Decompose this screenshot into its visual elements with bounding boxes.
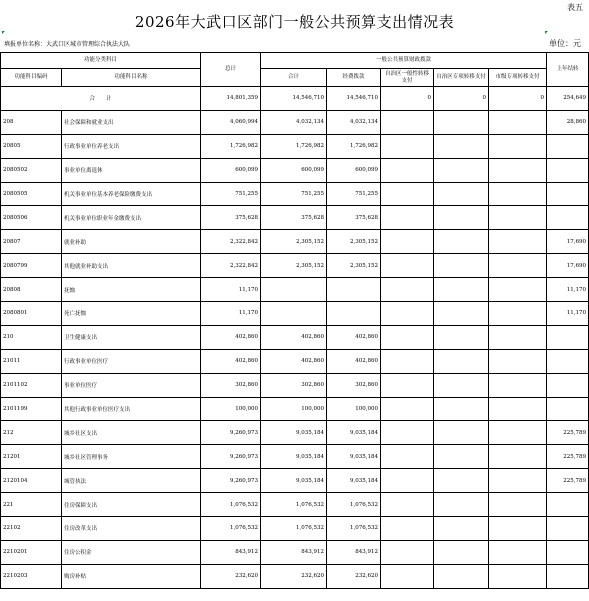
total-cell: 11,170	[201, 278, 261, 302]
func-code-cell: 20805	[1, 134, 62, 158]
transfer-special-cell	[434, 325, 489, 349]
transfer-general-cell	[381, 206, 434, 230]
table-row	[1, 445, 589, 469]
header-carryover: 上年结转	[547, 53, 589, 87]
total-cell: 843,912	[201, 540, 261, 564]
transfer-general-cell	[381, 230, 434, 254]
func-name-cell: 住房改革支出	[62, 517, 201, 541]
transfer-general-cell	[381, 540, 434, 564]
subtotal-cell: 2,305,152	[261, 254, 327, 278]
transfer-special-cell	[434, 493, 489, 517]
currency-unit: 单位：元	[549, 39, 581, 48]
operating-cell: 1,076,532	[327, 493, 381, 517]
carryover-cell: 225,789	[547, 421, 589, 445]
city-special-cell	[489, 158, 547, 182]
table-row	[1, 230, 589, 254]
city-special-cell	[489, 134, 547, 158]
operating-cell: 9,035,184	[327, 421, 381, 445]
carryover-cell: 17,690	[547, 254, 589, 278]
func-code-cell: 2101199	[1, 397, 62, 421]
func-code-cell: 21011	[1, 349, 62, 373]
func-code-cell: 2080505	[1, 182, 62, 206]
city-special-cell	[489, 325, 547, 349]
carryover-cell	[547, 325, 589, 349]
transfer-general-cell	[381, 278, 434, 302]
total-row	[1, 87, 589, 111]
operating-cell: 402,860	[327, 325, 381, 349]
total-cell: 1,726,982	[201, 134, 261, 158]
city-special-cell	[489, 517, 547, 541]
subtotal-cell: 751,255	[261, 182, 327, 206]
func-name-cell: 行政事业单位养老支出	[62, 134, 201, 158]
table-row	[1, 540, 589, 564]
city-special-cell	[489, 373, 547, 397]
carryover-cell	[547, 134, 589, 158]
func-code-cell: 2210203	[1, 564, 62, 588]
transfer-general-cell	[381, 254, 434, 278]
func-code-cell: 2080799	[1, 254, 62, 278]
subtotal-cell: 2,305,152	[261, 230, 327, 254]
transfer-special-cell	[434, 469, 489, 493]
func-name-cell: 行政事业单位医疗	[62, 349, 201, 373]
subtotal-cell: 600,099	[261, 158, 327, 182]
func-code-cell: 2210201	[1, 540, 62, 564]
transfer-general-cell	[381, 445, 434, 469]
total-cell: 402,860	[201, 349, 261, 373]
carryover-cell: 11,170	[547, 278, 589, 302]
total-cell: 1,076,532	[201, 493, 261, 517]
operating-cell: 1,726,982	[327, 134, 381, 158]
transfer-special-cell	[434, 110, 489, 134]
transfer-special-cell	[434, 134, 489, 158]
operating-cell: 9,035,184	[327, 469, 381, 493]
subtotal-cell: 4,032,134	[261, 110, 327, 134]
subtotal-cell: 402,860	[261, 349, 327, 373]
budget-table	[0, 52, 589, 589]
page-title: 2026年大武口区部门一般公共预算支出情况表	[134, 13, 455, 31]
city-special-cell	[489, 278, 547, 302]
header-transfer-special: 自治区专项转移支付	[434, 69, 489, 87]
corner-mark-left	[2, 31, 5, 34]
transfer-general-cell	[381, 373, 434, 397]
city-special-cell	[489, 469, 547, 493]
carryover-cell: 254,649	[547, 87, 589, 111]
func-name-cell: 死亡抚恤	[62, 302, 201, 326]
transfer-special-cell	[434, 373, 489, 397]
total-cell: 402,860	[201, 325, 261, 349]
carryover-cell	[547, 206, 589, 230]
subtotal-cell: 375,628	[261, 206, 327, 230]
transfer-special-cell	[434, 182, 489, 206]
func-code-cell: 210	[1, 325, 62, 349]
city-special-cell	[489, 206, 547, 230]
table-row	[1, 134, 589, 158]
transfer-special-cell	[434, 517, 489, 541]
table-row	[1, 349, 589, 373]
transfer-general-cell: 0	[381, 87, 434, 111]
subtotal-cell: 1,726,982	[261, 134, 327, 158]
carryover-cell	[547, 158, 589, 182]
city-special-cell	[489, 421, 547, 445]
header-city-special: 市级专项转移支付	[489, 69, 547, 87]
transfer-general-cell	[381, 325, 434, 349]
func-name-cell: 事业单位医疗	[62, 373, 201, 397]
table-row	[1, 517, 589, 541]
total-cell: 302,860	[201, 373, 261, 397]
transfer-general-cell	[381, 110, 434, 134]
total-cell: 751,255	[201, 182, 261, 206]
table-row	[1, 469, 589, 493]
subtotal-cell: 100,000	[261, 397, 327, 421]
table-row	[1, 206, 589, 230]
operating-cell: 14,546,710	[327, 87, 381, 111]
city-special-cell: 0	[489, 87, 547, 111]
total-cell: 9,260,973	[201, 469, 261, 493]
city-special-cell	[489, 254, 547, 278]
carryover-cell: 225,789	[547, 445, 589, 469]
total-cell: 1,076,532	[201, 517, 261, 541]
subtotal-cell: 402,860	[261, 325, 327, 349]
city-special-cell	[489, 182, 547, 206]
operating-cell: 302,860	[327, 373, 381, 397]
operating-cell: 232,620	[327, 564, 381, 588]
carryover-cell: 225,789	[547, 469, 589, 493]
func-name-cell: 住房保障支出	[62, 493, 201, 517]
total-cell: 2,322,842	[201, 230, 261, 254]
header-func-code: 功能科目编码	[1, 69, 62, 87]
func-code-cell: 22102	[1, 517, 62, 541]
func-name-cell: 机关事业单位基本养老保险缴费支出	[62, 182, 201, 206]
table-row	[1, 493, 589, 517]
header-gpb: 一般公共预算财政拨款	[261, 53, 547, 69]
carryover-cell	[547, 349, 589, 373]
transfer-general-cell	[381, 182, 434, 206]
table-row	[1, 158, 589, 182]
table-row	[1, 278, 589, 302]
transfer-general-cell	[381, 302, 434, 326]
subtotal-cell: 232,620	[261, 564, 327, 588]
operating-cell	[327, 302, 381, 326]
func-name-cell: 机关事业单位职业年金缴费支出	[62, 206, 201, 230]
transfer-special-cell	[434, 230, 489, 254]
header-total: 总计	[201, 53, 261, 87]
header-func-name: 功能科目名称	[62, 69, 201, 87]
total-cell: 9,260,973	[201, 421, 261, 445]
transfer-special-cell	[434, 564, 489, 588]
header-transfer-general: 自治区一般性转移支付	[381, 69, 434, 87]
transfer-general-cell	[381, 397, 434, 421]
transfer-general-cell	[381, 469, 434, 493]
operating-cell: 9,035,184	[327, 445, 381, 469]
header-subtotal: 合计	[261, 69, 327, 87]
operating-cell: 2,305,152	[327, 230, 381, 254]
func-name-cell: 城管执法	[62, 469, 201, 493]
table-row	[1, 373, 589, 397]
operating-cell: 843,912	[327, 540, 381, 564]
total-cell: 9,260,973	[201, 445, 261, 469]
operating-cell	[327, 278, 381, 302]
transfer-special-cell	[434, 158, 489, 182]
func-name-cell: 其他行政事业单位医疗支出	[62, 397, 201, 421]
carryover-cell	[547, 540, 589, 564]
city-special-cell	[489, 445, 547, 469]
table-row	[1, 564, 589, 588]
transfer-special-cell	[434, 540, 489, 564]
func-code-cell: 21201	[1, 445, 62, 469]
func-name-cell: 城乡社区管理事务	[62, 445, 201, 469]
city-special-cell	[489, 302, 547, 326]
transfer-general-cell	[381, 134, 434, 158]
operating-cell: 751,255	[327, 182, 381, 206]
func-code-cell: 212	[1, 421, 62, 445]
transfer-special-cell	[434, 206, 489, 230]
func-name-cell: 城乡社区支出	[62, 421, 201, 445]
table-row	[1, 302, 589, 326]
subtotal-cell: 14,546,710	[261, 87, 327, 111]
table-row	[1, 397, 589, 421]
carryover-cell	[547, 564, 589, 588]
func-code-cell: 221	[1, 493, 62, 517]
operating-cell: 2,305,152	[327, 254, 381, 278]
transfer-general-cell	[381, 158, 434, 182]
total-cell: 100,000	[201, 397, 261, 421]
func-name-cell: 住房公积金	[62, 540, 201, 564]
transfer-general-cell	[381, 349, 434, 373]
carryover-cell	[547, 373, 589, 397]
operating-cell: 402,860	[327, 349, 381, 373]
header-operating: 经费拨款	[327, 69, 381, 87]
operating-cell: 4,032,134	[327, 110, 381, 134]
transfer-special-cell	[434, 445, 489, 469]
func-code-cell: 2080506	[1, 206, 62, 230]
city-special-cell	[489, 397, 547, 421]
carryover-cell: 28,860	[547, 110, 589, 134]
total-cell: 232,620	[201, 564, 261, 588]
header-func-class: 功能分类科目	[1, 53, 201, 69]
carryover-cell: 17,690	[547, 230, 589, 254]
func-name-cell: 抚恤	[62, 278, 201, 302]
transfer-general-cell	[381, 493, 434, 517]
func-name-cell: 其他就业补助支出	[62, 254, 201, 278]
transfer-special-cell	[434, 421, 489, 445]
total-cell: 11,170	[201, 302, 261, 326]
subtotal-cell: 1,076,532	[261, 517, 327, 541]
subtotal-cell: 9,035,184	[261, 469, 327, 493]
subtotal-cell: 843,912	[261, 540, 327, 564]
operating-cell: 600,099	[327, 158, 381, 182]
reporting-unit: 填报单位名称：大武口区城市管理综合执法大队	[4, 41, 131, 48]
transfer-general-cell	[381, 421, 434, 445]
carryover-cell	[547, 182, 589, 206]
func-code-cell: 2080801	[1, 302, 62, 326]
carryover-cell: 11,170	[547, 302, 589, 326]
total-cell: 4,060,994	[201, 110, 261, 134]
transfer-special-cell	[434, 397, 489, 421]
func-name-cell: 就业补助	[62, 230, 201, 254]
func-name-cell: 购房补贴	[62, 564, 201, 588]
total-label: 合 计	[1, 87, 201, 111]
city-special-cell	[489, 564, 547, 588]
transfer-special-cell	[434, 278, 489, 302]
table-row	[1, 325, 589, 349]
subtotal-cell: 9,035,184	[261, 421, 327, 445]
carryover-cell	[547, 493, 589, 517]
total-cell: 14,801,359	[201, 87, 261, 111]
corner-mark-right	[545, 31, 548, 34]
operating-cell: 375,628	[327, 206, 381, 230]
func-code-cell: 2080502	[1, 158, 62, 182]
total-cell: 375,628	[201, 206, 261, 230]
operating-cell: 100,000	[327, 397, 381, 421]
transfer-special-cell	[434, 302, 489, 326]
city-special-cell	[489, 540, 547, 564]
subtotal-cell: 302,860	[261, 373, 327, 397]
func-code-cell: 20807	[1, 230, 62, 254]
func-name-cell: 事业单位离退休	[62, 158, 201, 182]
city-special-cell	[489, 110, 547, 134]
total-cell: 2,322,842	[201, 254, 261, 278]
transfer-general-cell	[381, 517, 434, 541]
transfer-general-cell	[381, 564, 434, 588]
operating-cell: 1,076,532	[327, 517, 381, 541]
transfer-special-cell	[434, 254, 489, 278]
city-special-cell	[489, 230, 547, 254]
subtotal-cell	[261, 278, 327, 302]
city-special-cell	[489, 349, 547, 373]
func-code-cell: 208	[1, 110, 62, 134]
table-number-tag: 表五	[567, 3, 583, 12]
carryover-cell	[547, 397, 589, 421]
func-code-cell: 2120104	[1, 469, 62, 493]
func-name-cell: 社会保障和就业支出	[62, 110, 201, 134]
transfer-special-cell: 0	[434, 87, 489, 111]
subtotal-cell	[261, 302, 327, 326]
table-row	[1, 421, 589, 445]
subtotal-cell: 1,076,532	[261, 493, 327, 517]
transfer-special-cell	[434, 349, 489, 373]
func-name-cell: 卫生健康支出	[62, 325, 201, 349]
total-cell: 600,099	[201, 158, 261, 182]
func-code-cell: 2101102	[1, 373, 62, 397]
city-special-cell	[489, 493, 547, 517]
table-row	[1, 182, 589, 206]
func-code-cell: 20808	[1, 278, 62, 302]
table-row	[1, 110, 589, 134]
subtotal-cell: 9,035,184	[261, 445, 327, 469]
carryover-cell	[547, 517, 589, 541]
table-row	[1, 254, 589, 278]
